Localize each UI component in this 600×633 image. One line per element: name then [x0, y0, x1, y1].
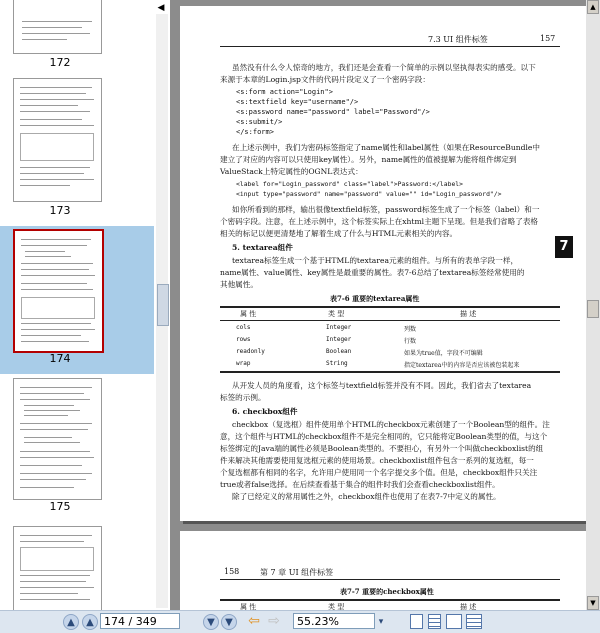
- paragraph-line: 如你所看到的那样，输出很像textfield标签，password标签生成了一个标签（label）和一: [232, 205, 540, 214]
- page-number-field[interactable]: 174 / 349: [100, 613, 180, 629]
- section-title: 5. textarea组件: [232, 243, 293, 252]
- table-caption: 表7-6 重要的textarea属性: [330, 294, 420, 303]
- zoom-dropdown-icon[interactable]: ▾: [378, 617, 384, 627]
- scroll-up-icon[interactable]: ▲: [587, 0, 599, 14]
- table-cell: 列数: [404, 326, 417, 333]
- code-line: <label for="Login_password" class="label">Password:</label>: [236, 180, 464, 188]
- table-cell: Boolean: [326, 348, 352, 355]
- table-cell: String: [326, 360, 348, 367]
- page-header-number: 158: [224, 567, 240, 576]
- table-header: 类 型: [328, 603, 345, 610]
- continuous-facing-view-icon[interactable]: [466, 614, 482, 629]
- table-caption: 表7-7 重要的checkbox属性: [340, 587, 434, 596]
- sidebar-scroll-thumb[interactable]: [157, 284, 169, 326]
- thumbnail-label: 173: [49, 204, 71, 217]
- scroll-down-icon[interactable]: ▼: [587, 596, 599, 610]
- table-cell: 如果为true值，字段不可编辑: [404, 350, 483, 357]
- next-page-button[interactable]: ▼: [203, 614, 219, 630]
- table-header: 描 述: [460, 603, 477, 610]
- paragraph-line: checkbox（复选框）组件使用单个HTML的checkbox元素创建了一个Boolean型的组件。注: [232, 420, 550, 429]
- forward-button[interactable]: ⇨: [268, 613, 280, 629]
- paragraph-line: 建立了对应的内容可以只使用key属性）。另外，name属性的值被提解为能将组件绑定到: [220, 155, 517, 164]
- thumbnail-image: [13, 78, 102, 202]
- thumbnail-label: 174: [49, 352, 71, 365]
- chapter-marker: 7: [555, 236, 573, 258]
- page-header-section: 7.3 UI 组件标签: [428, 35, 488, 44]
- single-page-view-icon[interactable]: [410, 614, 423, 629]
- previous-page-button[interactable]: ▲: [82, 614, 98, 630]
- paragraph-line: 在上述示例中，我们为密码标签指定了name属性和label属性（如果在ResourceBundle中: [232, 143, 540, 152]
- facing-view-icon[interactable]: [446, 614, 462, 629]
- paragraph-line: 个复选框都有相同的名字，允许用户使用同一个名字提交多个值。但是，checkbox组件只关注: [220, 468, 538, 477]
- thumbnail-image: [13, 229, 104, 353]
- paragraph-line: textarea标签生成一个基于HTML的textarea元素的组件。与所有的表单字段一样，: [232, 256, 519, 265]
- zoom-field[interactable]: 55.23%: [293, 613, 375, 629]
- back-button[interactable]: ⇦: [248, 613, 260, 629]
- code-line: <input type="password" name="password" value="" id="Login_password"/>: [236, 190, 502, 198]
- thumbnail-page-173[interactable]: [0, 74, 154, 222]
- collapse-sidebar-icon[interactable]: ◀: [157, 3, 165, 13]
- table-cell: rows: [236, 336, 251, 343]
- page-175: [180, 531, 586, 610]
- table-cell: readonly: [236, 348, 265, 355]
- table-cell: cols: [236, 324, 251, 331]
- paragraph-line: 除了已经定义的常用属性之外，checkbox组件也使用了在表7-7中定义的属性。: [232, 492, 501, 501]
- last-page-button[interactable]: ▼: [221, 614, 237, 630]
- paragraph-line: 从开发人员的角度看，这个标签与textfield标签并没有不同。因此，我们省去了textarea: [232, 381, 532, 390]
- thumbnail-sidebar: [0, 0, 170, 610]
- thumbnail-label: 172: [49, 56, 71, 69]
- bottom-toolbar: [0, 610, 600, 633]
- thumbnail-page-174[interactable]: [0, 226, 154, 374]
- code-line: <s:form action="Login">: [236, 88, 333, 96]
- paragraph-line: 来源于本章的Login.jsp文件的代码片段定义了一个密码字段：: [220, 75, 430, 84]
- paragraph-line: 个密码字段。注意，在上述示例中，这个标签实际上在xhtml主题下呈现。但是我们省略了表格: [220, 217, 539, 226]
- paragraph-line: ValueStack上特定属性的OGNL表达式：: [220, 167, 363, 176]
- paragraph-line: 标签绑定的Java端的属性必须是Boolean类型的。不要担心，有另外一个叫做checkboxlist的组: [220, 444, 544, 453]
- page-174: [180, 6, 586, 521]
- thumbnail-image: [13, 378, 102, 500]
- code-line: <s:submit/>: [236, 118, 283, 126]
- table-cell: Integer: [326, 324, 352, 331]
- sidebar-scrollbar[interactable]: [156, 14, 168, 608]
- paragraph-line: 件来解决其他需要使用复选框元素的使用场景。checkboxlist组件包含一系列的复选框，每一: [220, 456, 534, 465]
- table-header: 描 述: [460, 310, 477, 318]
- paragraph-line: 虽然没有什么令人惊奇的地方，我们还是会查看一个简单的示例以坚执得表实的感受。以下: [232, 63, 536, 72]
- page-header-number: 157: [540, 34, 556, 43]
- thumbnail-label: 175: [49, 500, 71, 513]
- paragraph-line: 意，这个组件与HTML的checkbox组件不是完全相同的，它只能将定Boolean类型的值，与这个: [220, 432, 548, 441]
- paragraph-line: 其他属性。: [220, 280, 258, 289]
- thumbnail-image: [13, 0, 102, 54]
- document-scrollbar[interactable]: [586, 0, 600, 610]
- code-line: <s:textfield key="username"/>: [236, 98, 359, 106]
- paragraph-line: 相关的标记以便更清楚地了解着生成了什么与HTML元素相关的内容。: [220, 229, 458, 238]
- scroll-thumb[interactable]: [587, 300, 599, 318]
- thumbnail-page-176[interactable]: [0, 524, 154, 610]
- section-title: 6. checkbox组件: [232, 407, 298, 416]
- thumbnail-page-172[interactable]: [0, 0, 154, 70]
- paragraph-line: name属性、value属性、key属性是最重要的属性。表7-6总结了textarea标签经常使用的: [220, 268, 525, 277]
- continuous-view-icon[interactable]: [428, 614, 441, 629]
- thumbnail-page-175[interactable]: [0, 378, 154, 522]
- table-header: 类 型: [328, 310, 345, 318]
- paragraph-line: 标签的示例。: [220, 393, 266, 402]
- first-page-button[interactable]: ▲: [63, 614, 79, 630]
- thumbnail-image: [13, 526, 102, 610]
- paragraph-line: true或者false选择。在后续查看基于集合的组件时我们会查看checkboxlist组件。: [220, 480, 500, 489]
- code-line: <s:password name="password" label="Password"/>: [236, 108, 430, 116]
- page-header-chapter: 第 7 章 UI 组件标签: [260, 568, 334, 577]
- table-header: 属 性: [240, 310, 257, 318]
- table-cell: Integer: [326, 336, 352, 343]
- table-cell: wrap: [236, 360, 251, 367]
- table-cell: 行数: [404, 338, 417, 345]
- table-header: 属 性: [240, 603, 257, 610]
- document-view: [170, 0, 600, 610]
- table-cell: 指定textarea中的内容是否应该被包装起来: [404, 362, 520, 369]
- code-line: </s:form>: [236, 128, 274, 136]
